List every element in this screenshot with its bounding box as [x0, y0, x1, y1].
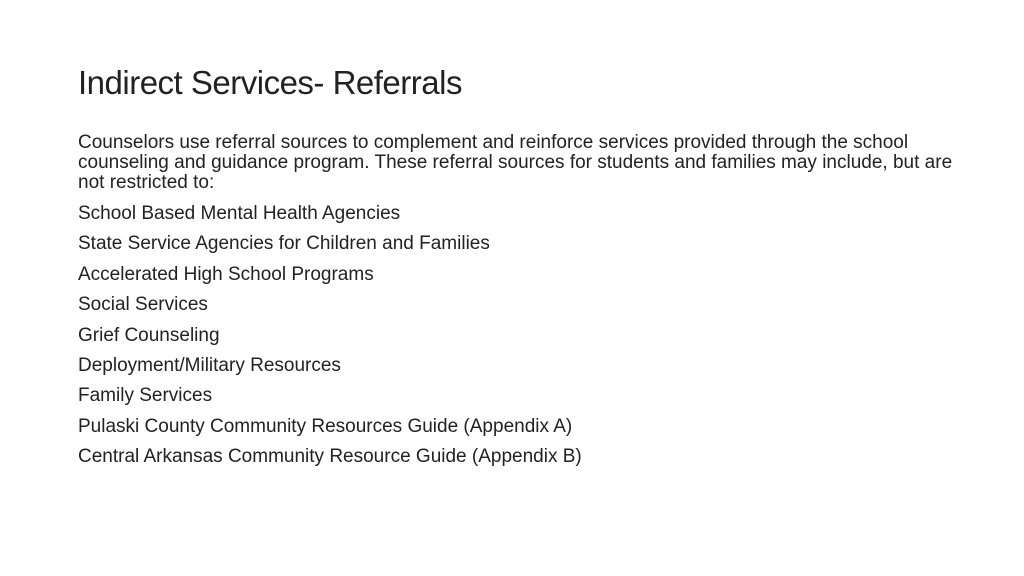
list-item: Pulaski County Community Resources Guide (Appendix A) — [78, 415, 573, 437]
list-item: State Service Agencies for Children and Families — [78, 233, 490, 255]
list-item: School Based Mental Health Agencies — [78, 203, 401, 224]
list-item: Central Arkansas Community Resource Guide (Appendix B) — [78, 446, 582, 468]
list-item: Social Services — [78, 294, 208, 316]
referral-list — [78, 202, 582, 476]
slide-title: Indirect Services- Referrals — [78, 64, 462, 101]
intro-paragraph: Counselors use referral sources to complement and reinforce services provided through the school counseling and guidance program. These referral sources for students and families may include, but are not restricted to: — [78, 132, 953, 193]
list-item: Family Services — [78, 385, 213, 407]
list-item: Deployment/Military Resources — [78, 354, 341, 376]
list-item: Accelerated High School Programs — [78, 263, 374, 285]
list-item: Grief Counseling — [78, 324, 220, 346]
